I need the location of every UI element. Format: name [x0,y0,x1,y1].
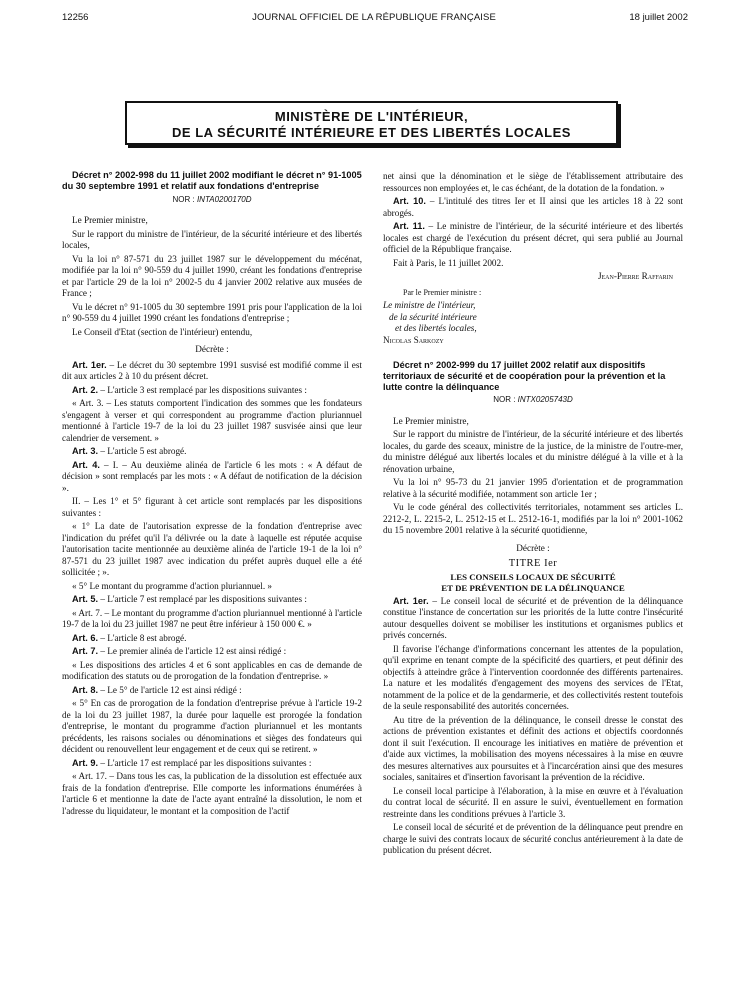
decree1-article: Art. 6. – L'article 8 est abrogé. [72,632,187,643]
decree1-nor: NOR : INTA0200170D [172,194,252,204]
minister-title: de la sécurité intérieure [389,311,477,322]
ministry-line-1: MINISTÈRE DE L'INTÉRIEUR, [274,109,469,124]
decree1-preamble: Vu la loi n° 87-571 du 23 juillet 1987 sur le développement du mécénat, modifiée par la loi n° 90-559 du 4 juillet 1990, créant les fondations d'entreprise et par l'article 29 de la loi n° 2002-5 du 4 janvier 2002 relative aux musées de France ; [62,253,362,299]
decree2-paragraph: Le conseil local de sécurité et de prévention de la délinquance peut prendre en charge le suivi des contrats locaux de sécurité conclus antérieurement à la date de publication du présent décret. [383,822,683,856]
minister-title: Le ministre de l'intérieur, [383,300,476,310]
decree1-fait: Fait à Paris, le 11 juillet 2002. [393,257,504,268]
decree2-title: Décret n° 2002-999 du 17 juillet 2002 relatif aux dispositifs territoriaux de sécurité et de coopération pour la prévention et la lutte contre la délinquance [383,360,666,392]
decree2-paragraph: Il favorise l'échange d'informations concernant les attentes de la population, qu'il exprime en tenant compte de la spécificité des quartiers, et peut définir des objectifs à atteindre grâce à l'intervention coordonnée des différents partenaires. La nature et les modalités d'engagement des moyens des services de l'Etat, notamment de la police et de la gendarmerie, et des collectivités restent toutefois de la seule responsabilité des autorités concernées. [383,643,683,712]
decree1-articles [62,360,362,818]
chapter-heading: ET DE PRÉVENTION DE LA DÉLINQUANCE [441,582,625,593]
decree2-preamble: Vu la loi n° 95-73 du 21 janvier 1995 d'orientation et de programmation relative à la sécurité modifiée, notamment son article 1er ; [383,477,683,499]
decree1-decrete: Décrète : [195,344,229,355]
decree2-preamble: Vu le code général des collectivités territoriales, notamment ses articles L. 2212-2, L. 2215-2, L. 2512-15 et L. 2512-16-1, modifiés par la loi n° 2001-1062 du 15 novembre 2001 relative à la sécurité quotidienne, [383,502,683,536]
decree1-article: Art. 1er. – Le décret du 30 septembre 1991 susvisé est modifié comme il est dit aux articles 2 à 10 du présent décret. [62,359,362,382]
decree1-article: Art. 7. – Le premier alinéa de l'article 12 est ainsi rédigé : [72,646,287,657]
decree2-paragraph: Le conseil local participe à l'élaboration, à la mise en œuvre et à l'évaluation du contrat local de sécurité. Il en assure le suivi, éventuellement en formation restreinte dans les conditions prévues à l'article 3. [383,785,683,819]
decree2-nor-code: INTX0205743D [517,395,573,405]
ministry-banner [125,101,618,145]
decree1-article-text: « Les dispositions des articles 4 et 6 sont applicables en cas de demande de modification des statuts ou de prorogation de la fondation d'entreprise. » [62,659,362,682]
decree1-preamble: Le Premier ministre, [72,215,148,226]
decree2-decrete: Décrète : [516,542,550,553]
decree1-nor-code: INTA0200170D [196,194,252,204]
decree1-preamble: Vu le décret n° 91-1005 du 30 septembre 1991 pris pour l'application de la loi n° 90-559 du 4 juillet 1990 créant les fondations d'entreprise ; [62,301,362,324]
decree2-titre: TITRE Ier [508,558,558,570]
decree1-article-text: « Art. 7. – Le montant du programme d'action pluriannuel mentionné à l'article 19-7 de la loi du 23 juillet 1987 ne peut être inférieur à 150 000 €. » [62,607,362,630]
decree1-article-10: Art. 10. – L'intitulé des titres Ier et II ainsi que les articles 18 à 22 sont abrogés. [383,196,683,218]
decree1-article: Art. 5. – L'article 7 est remplacé par les dispositions suivantes : [72,594,307,605]
decree1-par: Par le Premier ministre : [403,287,482,297]
decree1-article: Art. 8. – Le 5° de l'article 12 est ainsi rédigé : [72,684,242,695]
decree1-article-text: « 5° Le montant du programme d'action pluriannuel. » [72,580,273,591]
minister-name: Nicolas Sarkozy [383,334,444,345]
decree1-title: Décret n° 2002-998 du 11 juillet 2002 modifiant le décret n° 91-1005 du 30 septembre 1991 et relatif aux fondations d'entreprise [62,170,362,191]
decree1-continuation: net ainsi que la dénomination et le siège de l'établissement attributaire des ressources non employées et, le cas échéant, de la dotation de la fondation. » [383,171,683,193]
chapter-heading: LES CONSEILS LOCAUX DE SÉCURITÉ [450,571,616,582]
decree2-article-1: Art. 1er. – Le conseil local de sécurité et de prévention de la délinquance constitue l'instance de concertation sur les priorités de la lutte contre l'insécurité autour desquelles doivent se mobiliser les institutions et organismes publics et privés concernés. [383,595,683,641]
decree1-article-text: II. – Les 1° et 5° figurant à cet article sont remplacés par les dispositions suivantes : [62,496,362,518]
decree1-signer: Jean-Pierre Raffarin [597,271,673,281]
page-header [0,12,748,26]
decree1-article-text: « 5° En cas de prorogation de la fondation d'entreprise prévue à l'article 19-2 de la loi du 23 juillet 1987, la durée pour laquelle est prorogée la fondation d'entreprise, le montant du programme d'action pluriannuel et les montants précédents, les raisons sociales ou dénominations et sièges des fondateurs qui décident ou renouvellent leur engagement et de ceux qui se retirent. » [62,698,362,755]
ministry-line-2: DE LA SÉCURITÉ INTÉRIEURE ET DES LIBERTÉS LOCALES [172,125,571,140]
decree1-preamble: Le Conseil d'Etat (section de l'intérieur) entendu, [72,326,253,337]
decree2-nor: NOR : INTX0205743D [493,395,573,405]
issue-date: 18 juillet 2002 [629,12,688,23]
decree1-article-text: « Art. 3. – Les statuts comportent l'indication des sommes que les fondateurs s'engagent à verser et qui correspondent au programme d'action pluriannuel mentionné à l'article 19-7 de la loi du 23 juillet 1987 susvisée ainsi que leur calendrier de versement. » [62,398,362,443]
page-number: 12256 [62,12,89,23]
right-column [383,171,683,859]
decree1-article-text: « 1° La date de l'autorisation expresse de la fondation d'entreprise avec l'indication du préfet qu'il l'a délivrée ou la date à laquelle est réputée acquise l'autorisation tacite mentionnée au deuxième alinéa de l'article 19-1 de la loi n° 87-571 du 23 juillet 1987 avec indication du préfet auprès duquel elle a été sollicitée ; ». [62,521,362,578]
decree1-article: Art. 4. – I. – Au deuxième alinéa de l'article 6 les mots : « A défaut de décision » sont remplacés par les mots : « A défaut de notification de la décision ». [62,459,362,493]
journal-title: JOURNAL OFFICIEL DE LA RÉPUBLIQUE FRANÇAISE [252,12,496,23]
decree1-preamble: Sur le rapport du ministre de l'intérieur, de la sécurité intérieure et des libertés locales, [62,228,362,251]
decree1-article-text: « Art. 17. – Dans tous les cas, la publication de la dissolution est effectuée aux frais de la fondation d'entreprise. Elle comporte les informations énumérées à l'article 6 et mentionne la date de l'acte ayant entraîné la dissolution, le nom et l'adresse du liquidateur, le montant et la composition de l'actif [62,771,362,816]
decree2-preamble: Le Premier ministre, [393,415,469,426]
decree2-paragraph: Au titre de la prévention de la délinquance, le conseil dresse le constat des actions de prévention existantes et définit des actions et objectifs coordonnés dont il suit l'exécution. Il encourage les initiatives en matière de prévention et d'aide aux victimes, la mobilisation des moyens nécessaires à la mise en œuvre des mesures alternatives aux poursuites et à l'incarcération ainsi que des mesures sociales, sanitaires et d'insertion favorisant la prévention de la récidive. [383,714,683,783]
decree1-article: Art. 9. – L'article 17 est remplacé par les dispositions suivantes : [72,757,312,768]
minister-title: et des libertés locales, [395,323,477,333]
decree1-article: Art. 2. – L'article 3 est remplacé par les dispositions suivantes : [72,384,307,395]
decree2-preamble: Sur le rapport du ministre de l'intérieur, de la sécurité intérieure et des libertés locales, du garde des sceaux, ministre de la justice, de la ministre de l'outre-mer, du ministre délégué aux libertés locales et du ministre délégué à la ville et à la rénovation urbaine, [383,429,683,474]
decree1-article-11: Art. 11. – Le ministre de l'intérieur, de la sécurité intérieure et des libertés locales est chargé de l'exécution du présent décret, qui sera publié au Journal officiel de la République française. [383,221,684,254]
decree1-article: Art. 3. – L'article 5 est abrogé. [72,446,187,457]
left-column [62,170,362,819]
